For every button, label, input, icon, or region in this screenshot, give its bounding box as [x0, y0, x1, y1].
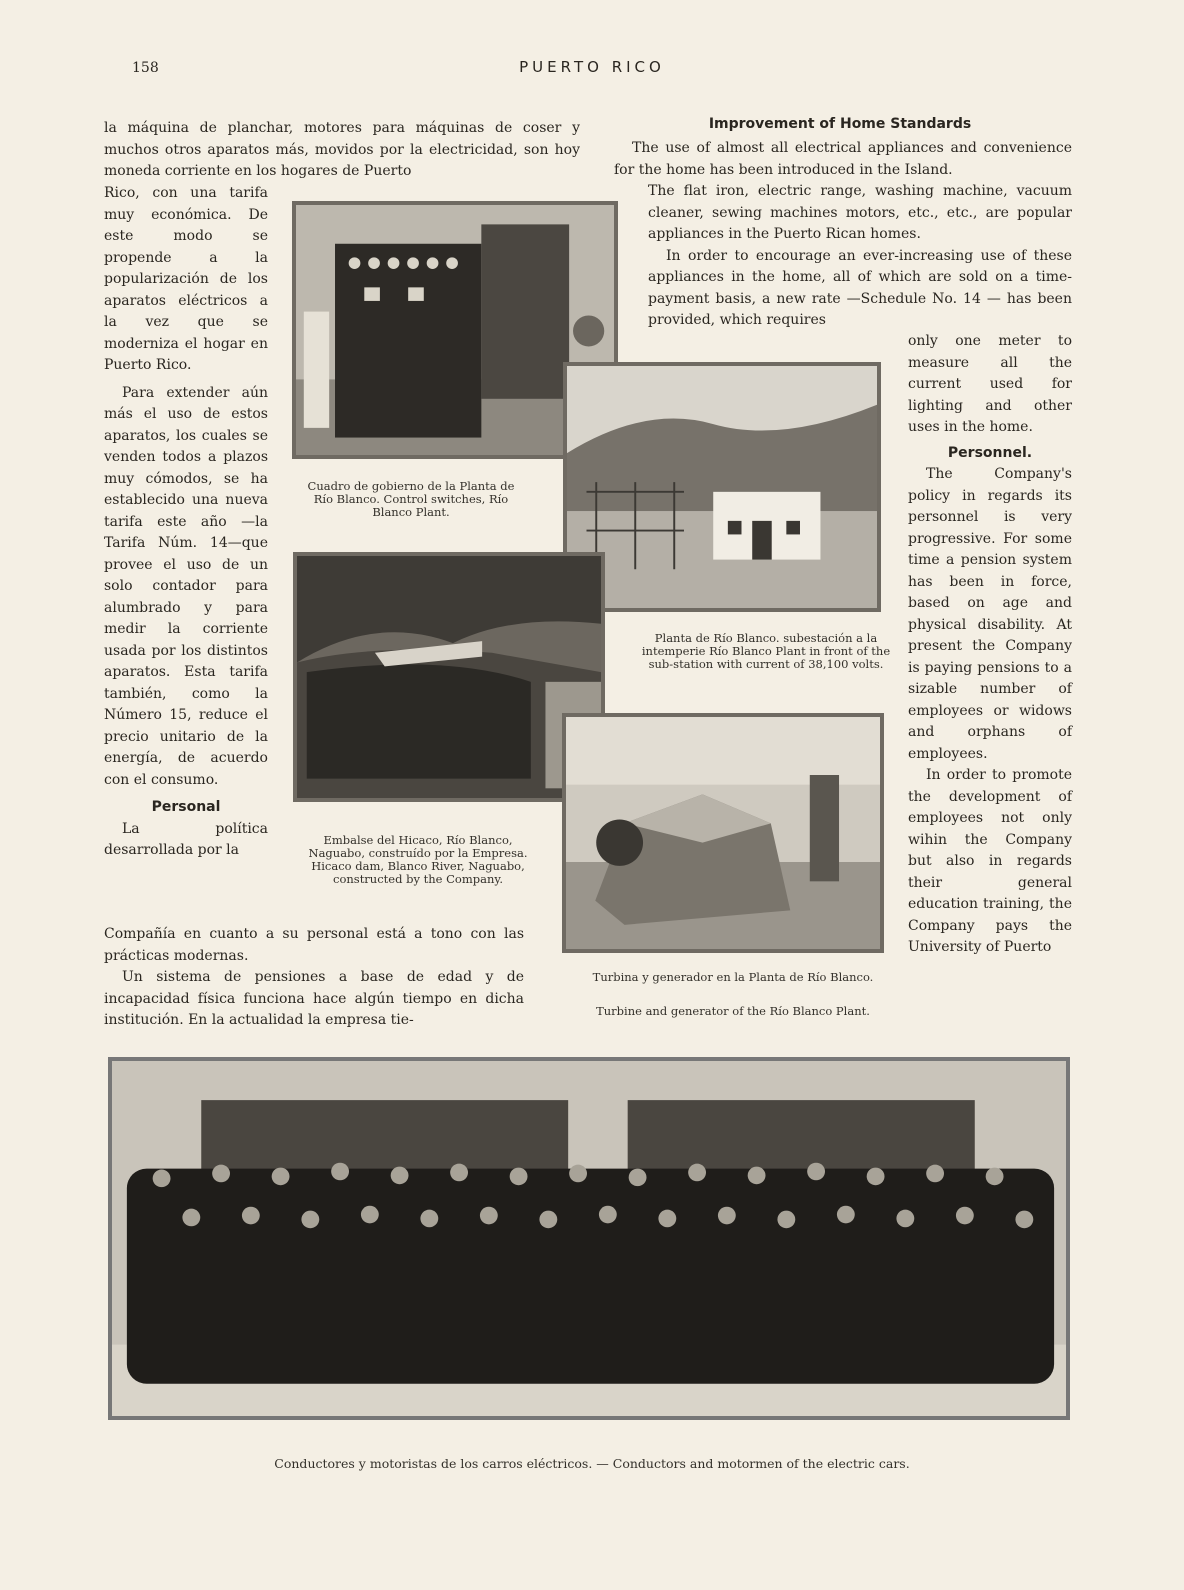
caption-substation: Planta de Río Blanco. subestación a la intemperie Río Blanco Plant in front of the sub-station with current of 38,100 volts. — [641, 631, 891, 671]
photo-conductors-motormen — [108, 1057, 1070, 1420]
spanish-narrow-column — [104, 183, 268, 862]
spanish-para-4: Un sistema de pensiones a base de edad y de incapacidad física funciona hace algún tiempo en dicha institución. En la actualidad la empresa tie- — [104, 969, 524, 1028]
caption-turbine-en: Turbine and generator of the Río Blanco Plant. — [596, 1004, 870, 1018]
heading-personnel: Personnel. — [947, 444, 1033, 461]
english-narrow-column — [908, 331, 1072, 959]
photo-hicaco-dam — [293, 552, 605, 802]
spanish-para-3-start: La política desarrollada por la — [104, 820, 268, 858]
photo-turbine-generator — [562, 713, 884, 953]
english-para-1: The use of almost all electrical appliances and convenience for the home has been introduced in the Island. — [614, 140, 1072, 178]
heading-personal: Personal — [151, 799, 221, 815]
english-para-3-tail: only one meter to measure all the current used for lighting and other uses in the home. — [908, 333, 1072, 435]
english-para-4: The Company's policy in regards its personnel is very progressive. For some time a pension system has been in force, based on age and physical disability. At present the Company is paying pensions to a sizable number of employees or widows and orphans of employees. — [908, 466, 1072, 762]
caption-turbine-es: Turbina y generador en la Planta de Río Blanco. — [592, 970, 874, 984]
caption-conductors-motormen: Conductores y motoristas de los carros eléctricos. — Conductors and motormen of the electric cars. — [274, 1456, 910, 1471]
english-wide-block — [648, 181, 1072, 332]
english-para-3: In order to encourage an ever-increasing use of these appliances in the home, all of which are sold on a time-payment basis, a new rate —Schedule No. 14 — has been provided, which requires — [648, 247, 1072, 328]
caption-control-switches: Cuadro de gobierno de la Planta de Río Blanco. Control switches, Río Blanco Plant. — [307, 479, 515, 519]
english-para-5: In order to promote the development of employees not only wihin the Company but also in regards their general education training, the Company pays the University of Puerto — [908, 767, 1072, 955]
heading-home-standards: Improvement of Home Standards — [708, 116, 972, 132]
spanish-para-2: Para extender aún más el uso de estos aparatos, los cuales se venden todos a plazos muy cómodos, se ha establecido una nueva tarifa este año —la Tarifa Núm. 14—que provee el uso de un solo contador para alumbrado y para medir la corriente usada por los distintos aparatos. Esta tarifa también, como la Número 15, reduce el precio unitario de la energía, de acuerdo con el consumo. — [104, 384, 268, 788]
english-para-2: The flat iron, electric range, washing machine, vacuum cleaner, sewing machines motors, etc., etc., are popular appliances in the Puerto Rican homes. — [648, 183, 1072, 242]
spanish-top-lines: la máquina de planchar, motores para máquinas de coser y muchos otros aparatos más, movidos por la electricidad, son hoy moneda corriente en los hogares de Puerto — [104, 120, 580, 179]
spanish-para-3-rest: Compañía en cuanto a su personal está a tono con las prácticas modernas. — [104, 926, 524, 964]
spanish-bottom-lines — [104, 924, 524, 1032]
caption-dam: Embalse del Hicaco, Río Blanco, Naguabo, construído por la Empresa. Hicaco dam, Blanco River, Naguabo, constructed by the Company. — [308, 833, 528, 886]
photo-substation — [563, 362, 881, 612]
page-number: 158 — [132, 60, 159, 76]
running-title: PUERTO RICO — [519, 58, 665, 76]
spanish-para-1: Rico, con una tarifa muy económica. De este modo se propende a la popularización de los aparatos eléctricos a la vez que se moderniza el hogar en Puerto Rico. — [104, 185, 268, 373]
